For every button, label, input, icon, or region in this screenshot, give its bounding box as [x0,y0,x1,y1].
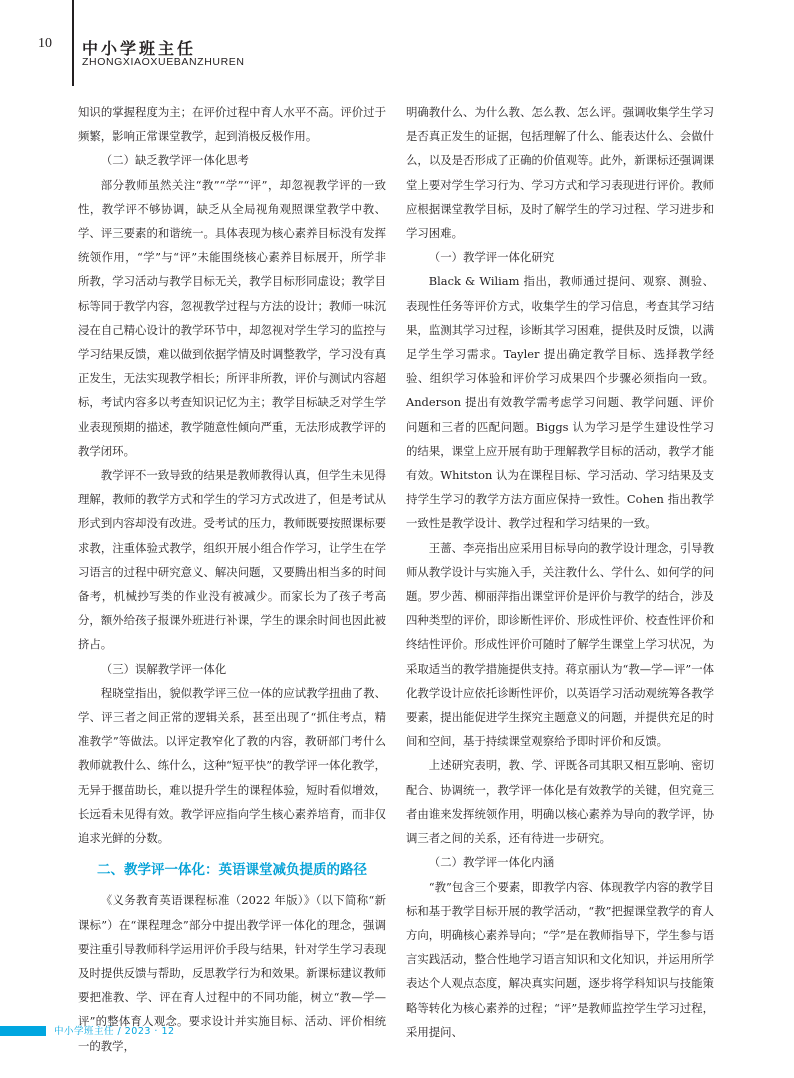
right-column [406,100,714,1044]
magazine-pinyin: ZHONGXIAOXUEBANZHUREN [82,56,245,68]
footer-accent-bar [0,1026,46,1036]
paragraph: Black & Wiliam 指出，教师通过提问、观察、测验、表现性任务等评价方式，收集学生的学习信息，考查其学习结果，监测其学习过程，诊断其学习困难，提供及时反馈，以满足学生学习需求。Tayler 提出确定教学目标、选择教学经验、组织学习体验和评价学习成果四个步骤必须指向一致。Anderson 提出有效教学需考虑学习问题、教学问题、评价问题和三者的匹配问题。Biggs 认为学习是学生建设性学习的结果，课堂上应开展有助于理解教学目标的活动，教学才能有效。Whitston 认为在课程目标、学习活动、学习结果及支持学生学习的教学方法方面应保持一致性。Cohen 指出教学一致性是教学设计、教学过程和学习结果的一致。 [406,274,714,531]
paragraph: “教”包含三个要素，即教学内容、体现教学内容的教学目标和基于教学目标开展的教学活动，“教”把握课堂教学的育人方向，明确核心素养导向；“学”是在教师指导下，学生参与语言实践活动，整合性地学习语言知识和文化知识，并运用所学表达个人观点态度，解决真实问题，逐步将学科知识与技能策略等转化为核心素养的过程；“评”是教师监控学生学习过程，采用提问、 [406,879,714,1039]
paragraph: 教学评不一致导致的结果是教师教得认真，但学生未见得理解，教师的教学方式和学生的学习方式改进了，但是考试从形式到内容却没有改进。受考试的压力，教师既要按照课标要求教，注重体验式教学，组织开展小组合作学习，让学生在学习语言的过程中研究意义、解决问题，又要腾出相当多的时间备考，机械抄写类的作业没有被减少。而家长为了孩子考高分，额外给孩子报课外班进行补课，学生的课余时间也因此被挤占。 [78,468,386,652]
paragraph: 部分教师虽然关注“教”“学”“评”，却忽视教学评的一致性，教学评不够协调，缺乏从全局视角观照课堂教学中教、学、评三要素的和谐统一。具体表现为核心素养目标没有发挥统领作用，“学”与“评”未能围绕核心素养目标展开，所学非所教，学习活动与教学目标无关，教学目标形同虚设；教学目标等同于教学内容，忽视教学过程与方法的设计；教师一味沉浸在自己精心设计的教学环节中，却忽视对学生学习的监控与学习结果反馈，难以做到依据学情及时调整教学，学习没有真正发生，无法实现教学相长；所评非所教，评价与测试内容超标，考试内容多以考查知识记忆为主；教学目标缺乏对学生学业表现预期的描述，教学随意性倾向严重，无法形成教学评的教学闭环。 [78,177,386,458]
page-number: 10 [38,36,52,51]
paragraph: 知识的掌握程度为主；在评价过程中育人水平不高。评价过于频繁，影响正常课堂教学，起到消极反极作用。 [78,105,386,144]
paragraph: 上述研究表明，教、学、评既各司其职又相互影响、密切配合、协调统一，教学评一体化是有效教学的关键，但究竟三者由谁来发挥统领作用，明确以核心素养为导向的教学评，协调三者之间的关系，还有待进一步研究。 [406,758,714,846]
subheading-lack-of-integration: （二）缺乏教学评一体化思考 [100,153,249,168]
section-title: 二、教学评一体化：英语课堂减负提质的路径 [97,862,367,879]
paragraph: 程晓堂指出，貌似教学评三位一体的应试教学扭曲了教、学、评三者之间正常的逻辑关系，甚至出现了“抓住考点，精准教学”等做法。以评定教窄化了教的内容，教研部门考什么教师就教什么、练什么，这种“短平快”的教学评一体化教学，无异于揠苗助长，难以提升学生的课程体验，短时看似增效，长远看未见得有效。教学评应指向学生核心素养培育，而非仅追求光鲜的分数。 [78,685,386,846]
subheading-meaning: （二）教学评一体化内涵 [428,855,555,870]
magazine-title: 中小学班主任 [82,39,197,58]
paragraph: 《义务教育英语课程标准（2022 年版）》（以下简称“新课标”）在“课程理念”部分中提出教学评一体化的理念，强调要注重引导教师科学运用评价手段与结果，针对学生学习表现及时提供反馈与帮助，反思教学行为和效果。新课标建议教师要把准教、学、评在育人过程中的不同功能，树立“教—学—评”的整体育人观念。要求设计并实施目标、活动、评价相统一的教学， [78,893,386,1053]
header-divider [72,0,74,86]
subheading-research: （一）教学评一体化研究 [428,250,555,265]
paragraph: 王蔷、李亮指出应采用目标导向的教学设计理念，引导教师从教学设计与实施入手，关注教什么、学什么、如何学的问题。罗少茜、柳丽萍指出课堂评价是评价与教学的结合，涉及四种类型的评价，即诊断性评价、形成性评价、校查性评价和终结性评价。形成性评价可随时了解学生课堂上学习状况，为采取适当的教学措施提供支持。蒋京丽认为“教—学—评”一体化教学设计应依托诊断性评价，以英语学习活动观统筹各教学要素，提出能促进学生探究主题意义的问题，并提供充足的时间和空间，基于持续课堂观察给予即时评价和反馈。 [406,540,714,749]
left-column [78,100,386,1058]
paragraph: 明确教什么、为什么教、怎么教、怎么评。强调收集学生学习是否真正发生的证据，包括理解了什么、能表达什么、会做什么，以及是否形成了正确的价值观等。此外，新课标还强调课堂上要对学生学习行为、学习方式和学习表现进行评价。教师应根据课堂教学目标，及时了解学生的学习过程、学习进步和学习困难。 [406,105,714,241]
footer-issue-label: 中小学班主任 / 2023 · 12 [54,1026,175,1037]
subheading-misunderstanding: （三）误解教学评一体化 [100,661,227,676]
